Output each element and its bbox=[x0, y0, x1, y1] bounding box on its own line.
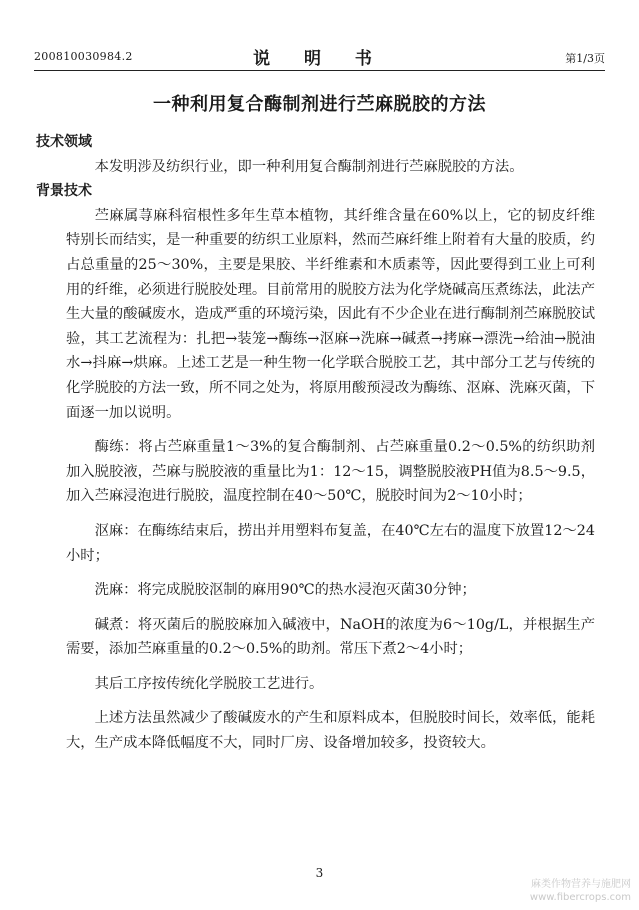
watermark-url: www.fibercrops.com bbox=[529, 892, 631, 903]
washing-paragraph: 洗麻：将完成脱胶沤制的麻用90℃的热水浸泡灭菌30分钟； bbox=[94, 582, 476, 599]
subsequent-process-paragraph: 其后工序按传统化学脱胶工艺进行。 bbox=[94, 675, 324, 692]
document-body bbox=[36, 130, 595, 756]
retting-paragraph: 沤麻：在酶练结束后，捞出并用塑料布复盖，在40℃左右的温度下放置12～24小时； bbox=[66, 522, 595, 564]
watermark bbox=[530, 878, 631, 904]
tech-field-paragraph: 本发明涉及纺织行业，即一种利用复合酶制剂进行苎麻脱胶的方法。 bbox=[94, 158, 524, 175]
page-indicator: 第1/3页 bbox=[565, 52, 605, 65]
page-header bbox=[34, 44, 605, 70]
enzyme-scouring-paragraph: 酶练：将占苎麻重量1～3%的复合酶制剂、占苎麻重量0.2～0.5%的纺织助剂加入脱胶液，苎麻与脱胶液的重量比为1：12～15，调整脱胶液PH值为8.5～9.5，加入苎麻浸泡进行脱胶，温度控制在40～50℃，脱胶时间为2～10小时； bbox=[66, 439, 595, 505]
section-heading-tech-field: 技术领域 bbox=[36, 134, 92, 150]
watermark-site-name: 麻类作物营养与施肥网 bbox=[531, 879, 631, 890]
document-title: 一种利用复合酶制剂进行苎麻脱胶的方法 bbox=[153, 94, 486, 115]
alkali-boiling-paragraph: 碱煮：将灭菌后的脱胶麻加入碱液中，NaOH的浓度为6～10g/L，并根据生产需要，添加苎麻重量的0.2～0.5%的助剂。常压下煮2～4小时； bbox=[66, 616, 595, 658]
header-divider bbox=[34, 70, 605, 71]
document-number: 200810030984.2 bbox=[34, 50, 133, 63]
header-title: 说 明 书 bbox=[253, 49, 386, 69]
section-heading-background: 背景技术 bbox=[36, 183, 92, 200]
summary-paragraph: 上述方法虽然减少了酸碱废水的产生和原料成本，但脱胶时间长，效率低，能耗大，生产成本降低幅度不大，同时厂房、设备增加较多，投资较大。 bbox=[66, 710, 595, 752]
background-paragraph-1: 苎麻属荨麻科宿根性多年生草本植物，其纤维含量在60%以上，它的韧皮纤维特别长而结实，是一种重要的纺织工业原料，然而苎麻纤维上附着有大量的胶质，约占总重量的25～30%，主要是果胶、半纤维素和木质素等，因此要得到工业上可利用的纤维，必须进行脱胶处理。目前常用的脱胶方法为化学烧碱高压煮练法，此法产生大量的酸碱废水，造成严重的环境污染，因此有不少企业在进行酶制剂苎麻脱胶试验，其工艺流程为：扎把→装笼→酶练→沤麻→洗麻→碱煮→拷麻→漂洗→给油→脱油水→抖麻→烘麻。上述工艺是一种生物一化学联合脱胶工艺，其中部分工艺与传统的化学脱胶的方法一致，所不同之处为，将原用酸预浸改为酶练、沤麻、洗麻灭菌，下面逐一加以说明。 bbox=[66, 207, 595, 421]
page-number: 3 bbox=[315, 866, 324, 880]
